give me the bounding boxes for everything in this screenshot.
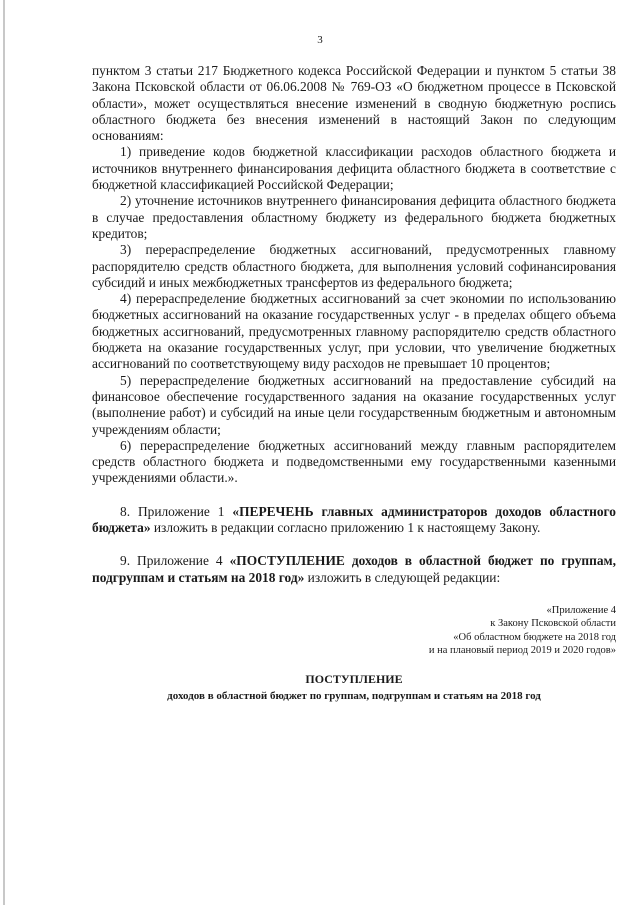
section-9-end: изложить в следующей редакции: [304, 569, 501, 585]
paragraph-item-4: 4) перераспределение бюджетных ассигнований за счет экономии по использованию бюджетных ассигнований на оказание государственных услуг - в пределах общего объема бюджетных ассигнований, предусмотренных главному распорядителю средств областного бюджета на оказание государственных услуг, при условии, что увеличение бюджетных ассигнований по соответствующему виду расходов не превышает 10 процентов; [92, 291, 616, 372]
paragraph-item-3: 3) перераспределение бюджетных ассигнований, предусмотренных главному распорядителю средств областного бюджета, для выполнения условий софинансирования субсидий и иных межбюджетных трансфертов из федерального бюджета; [92, 242, 616, 290]
paragraph-item-6: 6) перераспределение бюджетных ассигнований между главным распорядителем средств областного бюджета и подведомственными ему государственными казенными учреждениями области.». [92, 437, 616, 486]
document-body [92, 63, 616, 703]
appendix-reference-block [92, 604, 616, 658]
section-subtitle: доходов в областной бюджет по группам, подгруппам и статьям на 2018 год [167, 689, 541, 702]
paragraph-section-9 [92, 553, 616, 586]
section-8-start: 8. Приложение 1 [120, 503, 233, 519]
paragraph-item-2: 2) уточнение источников внутреннего финансирования дефицита областного бюджета в случае предоставления областному бюджету из федерального бюджета бюджетных кредитов; [92, 193, 616, 241]
section-8-bold: «ПЕРЕЧЕНЬ главных администраторов доходов областного бюджета» [92, 503, 617, 536]
appendix-line-3: «Об областном бюджете на 2018 год [453, 631, 616, 643]
scan-edge [3, 0, 5, 905]
section-title: ПОСТУПЛЕНИЕ [305, 671, 403, 686]
paragraph-item-1: 1) приведение кодов бюджетной классификации расходов областного бюджета и источников внутреннего финансирования дефицита областного бюджета в соответствие с бюджетной классификацией Российской Федерации; [92, 144, 616, 193]
section-9-start: 9. Приложение 4 [120, 553, 230, 569]
appendix-line-4: и на плановый период 2019 и 2020 годов» [428, 645, 616, 657]
appendix-line-2: к Закону Псковской области [490, 618, 616, 630]
paragraph-item-5: 5) перераспределение бюджетных ассигнований на предоставление субсидий на финансовое обеспечение государственного задания на оказание государственных услуг (выполнение работ) и субсидий на иные цели государственным бюджетным и автономным учреждениям области; [92, 372, 616, 437]
paragraph-section-8 [92, 504, 616, 537]
paragraph-intro: пунктом 3 статьи 217 Бюджетного кодекса Российской Федерации и пунктом 5 статьи 38 Закона Псковской области от 06.06.2008 № 769-ОЗ «О бюджетном процессе в Псковской области», может осуществляться внесение изменений в сводную бюджетную роспись областного бюджета без внесения изменений в настоящий Закон по следующим основаниям: [92, 63, 616, 144]
page-number: 3 [317, 34, 323, 46]
section-8-end: изложить в редакции согласно приложению 1 к настоящему Закону. [150, 520, 541, 536]
appendix-line-1: «Приложение 4 [546, 604, 616, 616]
section-9-bold: «ПОСТУПЛЕНИЕ доходов в областной бюджет по группам, подгруппам и статьям на 2018 год» [92, 553, 616, 585]
